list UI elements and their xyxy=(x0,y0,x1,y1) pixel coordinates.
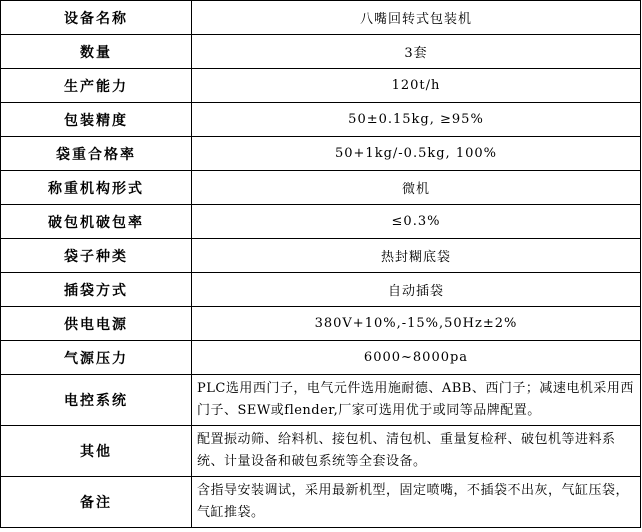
table-row xyxy=(1,426,641,477)
row-label: 包装精度 xyxy=(1,103,192,137)
row-label: 气源压力 xyxy=(1,341,192,375)
row-label: 设备名称 xyxy=(1,1,192,35)
table-row xyxy=(1,35,641,69)
table-row xyxy=(1,1,641,35)
row-value: 微机 xyxy=(192,171,641,205)
row-label: 数量 xyxy=(1,35,192,69)
row-value: 3套 xyxy=(192,35,641,69)
table-row xyxy=(1,103,641,137)
row-value: 含指导安装调试，采用最新机型，固定喷嘴，不插袋不出灰，气缸压袋，气缸推袋。 xyxy=(192,477,641,528)
row-label: 袋重合格率 xyxy=(1,137,192,171)
row-value: 6000~8000pa xyxy=(192,341,641,375)
table-row xyxy=(1,477,641,528)
table-row xyxy=(1,341,641,375)
row-label: 备注 xyxy=(1,477,192,528)
row-value: 八嘴回转式包装机 xyxy=(192,1,641,35)
row-value: 热封糊底袋 xyxy=(192,239,641,273)
table-row xyxy=(1,137,641,171)
row-label: 称重机构形式 xyxy=(1,171,192,205)
table-row xyxy=(1,239,641,273)
row-value: ≤0.3% xyxy=(192,205,641,239)
row-label: 供电电源 xyxy=(1,307,192,341)
row-value: 配置振动筛、给料机、接包机、清包机、重量复检秤、破包机等进料系统、计量设备和破包系统等全套设备。 xyxy=(192,426,641,477)
row-value: 50+1kg/-0.5kg, 100% xyxy=(192,137,641,171)
table-row xyxy=(1,69,641,103)
row-value: 50±0.15kg, ≥95% xyxy=(192,103,641,137)
row-value: 380V+10%,-15%,50Hz±2% xyxy=(192,307,641,341)
row-value: 自动插袋 xyxy=(192,273,641,307)
row-label: 破包机破包率 xyxy=(1,205,192,239)
row-value: PLC选用西门子，电气元件选用施耐德、ABB、西门子；减速电机采用西门子、SEW或flender,厂家可选用优于或同等品牌配置。 xyxy=(192,375,641,426)
table-row xyxy=(1,307,641,341)
table-row xyxy=(1,273,641,307)
table-row xyxy=(1,171,641,205)
row-label: 电控系统 xyxy=(1,375,192,426)
row-label: 插袋方式 xyxy=(1,273,192,307)
table-row xyxy=(1,205,641,239)
table-row xyxy=(1,375,641,426)
row-value: 120t/h xyxy=(192,69,641,103)
row-label: 袋子种类 xyxy=(1,239,192,273)
row-label: 生产能力 xyxy=(1,69,192,103)
row-label: 其他 xyxy=(1,426,192,477)
